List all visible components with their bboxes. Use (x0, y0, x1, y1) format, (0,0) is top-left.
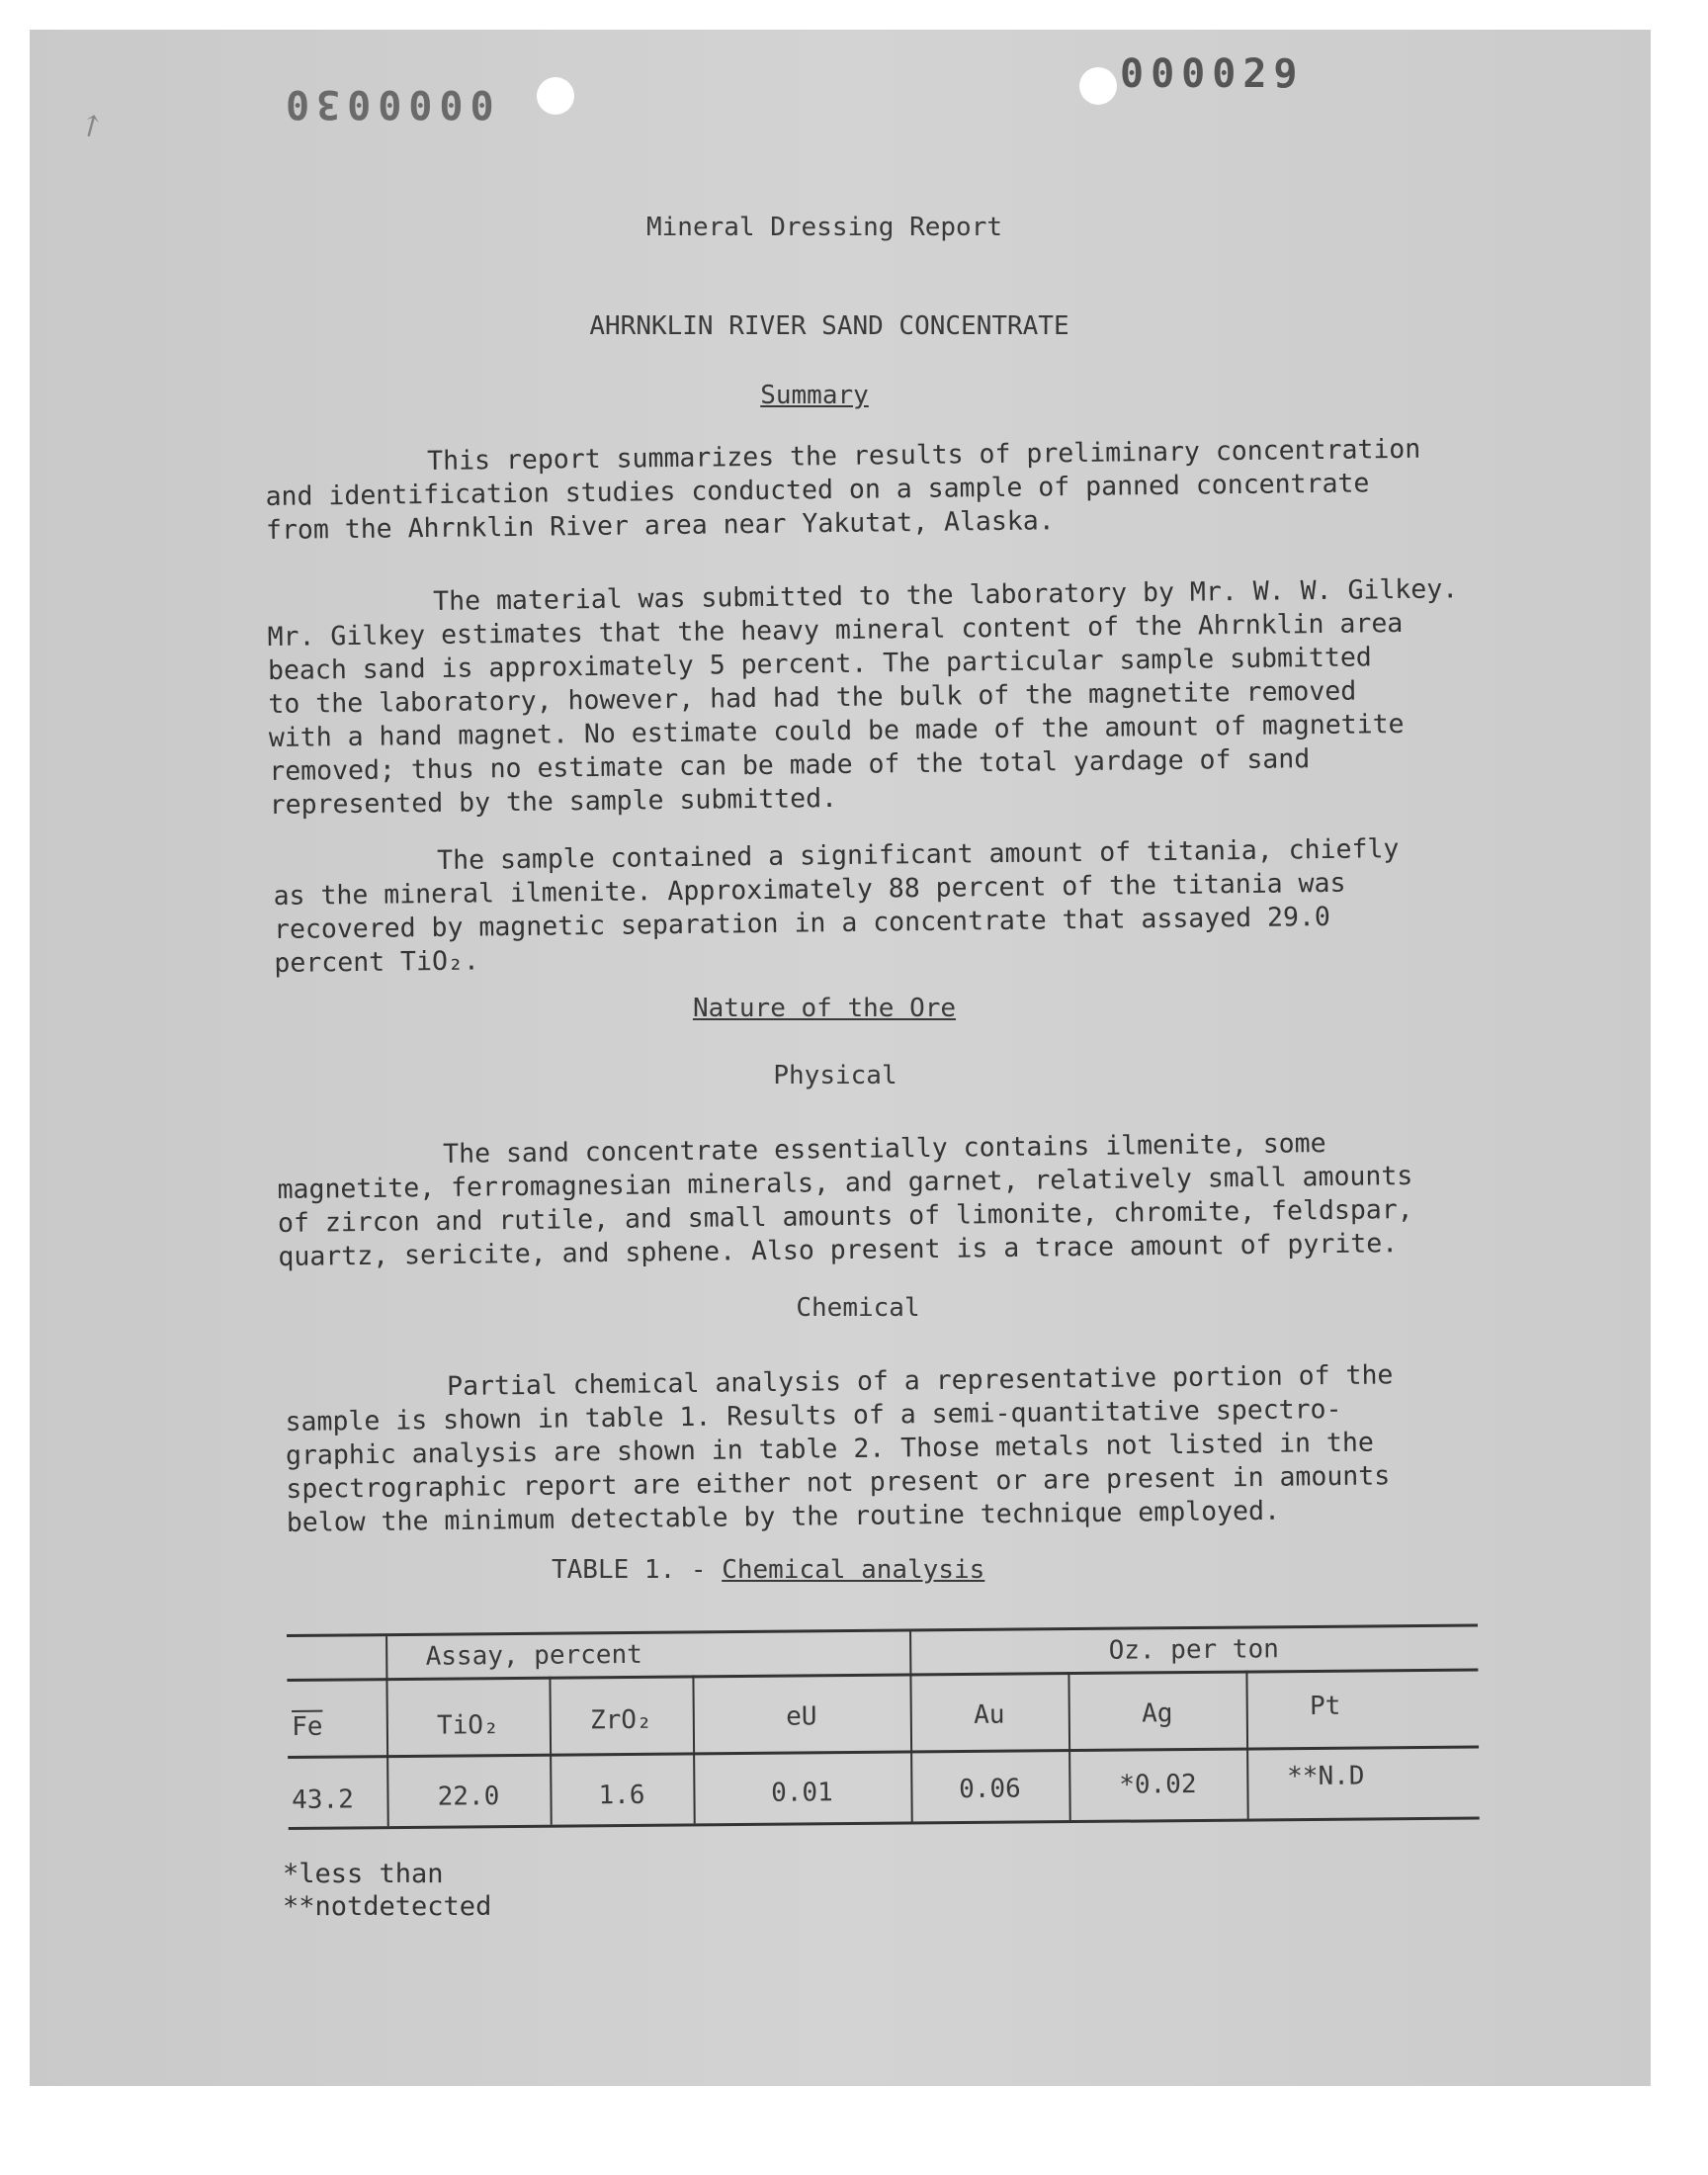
punch-hole-right (1079, 67, 1117, 105)
column-header-pt: Pt (1309, 1691, 1341, 1721)
column-header-fe: $\overline{Fe}$ (292, 1711, 323, 1742)
handwritten-mark-icon: ↗ (71, 105, 112, 147)
column-header-zro2: ZrO₂ (589, 1704, 652, 1736)
stamp-number: 000029 (1120, 51, 1305, 97)
column-header-tio2: TiO₂ (436, 1710, 499, 1741)
chemical-paragraph: Partial chemical analysis of a representative portion of the sample is shown in table 1. Results of a semi-quantitative spectro- graphic analysis are shown in table 2. Those metals not listed in the spectrographic report are either not present or are present in amounts below the minimum detectable by the routine technique employed. (285, 1359, 1394, 1538)
table-rule-header (288, 1745, 1479, 1759)
assay-group-header: Assay, percent (425, 1639, 642, 1672)
table-cell-eu: 0.01 (771, 1778, 833, 1808)
table-caption-prefix: TABLE 1. - (552, 1555, 723, 1585)
footnote-less-than: *less than (283, 1859, 444, 1889)
column-header-ag: Ag (1141, 1698, 1173, 1729)
report-type: Mineral Dressing Report (645, 213, 1003, 242)
table-cell-pt: **N.D (1287, 1761, 1365, 1792)
punch-hole-left (537, 77, 574, 115)
stamp-number-inverted: 0000030 (279, 81, 494, 127)
physical-paragraph: The sand concentrate essentially contains ilmenite, some magnetite, ferromagnesian minerals, and garnet, relatively small amounts of zircon and rutile, and small amounts of limonite, chromite, feldspar, quartz, sericite, and sphene. Also present is a trace amount of pyrite. (277, 1128, 1413, 1272)
table-caption-title: Chemical analysis (722, 1555, 985, 1585)
column-header-au: Au (973, 1699, 1005, 1730)
summary-paragraph-2: The material was submitted to the laboratory by Mr. W. W. Gilkey. Mr. Gilkey estimates that the heavy mineral content of the Ahrnklin area beach sand is approximately 5 percent. The particular sample submitted to the laboratory, however, had had the bulk of the magnetite removed with a hand magnet. No estimate could be made of the amount of magnetite removed; thus no estimate can be made of the total yardage of sand represented by the sample submitted. (267, 573, 1459, 821)
table-cell-fe: 43.2 (292, 1784, 354, 1815)
table-caption (552, 1555, 984, 1585)
table-cell-ag: *0.02 (1119, 1769, 1197, 1800)
summary-paragraph-3: The sample contained a significant amount of titania, chiefly as the mineral ilmenite. Approximately 88 percent of the titania was recovered by magnetic separation in a concentrate that assayed 29.0 percent TiO₂. (273, 833, 1400, 979)
table-rule-bottom (289, 1816, 1480, 1830)
column-header-eu: eU (786, 1701, 817, 1732)
oz-group-header: Oz. per ton (1108, 1634, 1279, 1666)
footnote-not-detected: **notdetected (283, 1891, 492, 1922)
physical-heading: Physical (773, 1061, 897, 1090)
chemical-analysis-table (287, 1618, 1480, 1837)
table-cell-au: 0.06 (958, 1774, 1021, 1805)
summary-heading: Summary (760, 381, 869, 410)
table-cell-zro2: 1.6 (598, 1780, 645, 1811)
chemical-heading: Chemical (796, 1293, 920, 1323)
summary-paragraph-1: This report summarizes the results of preliminary concentration and identification studies conducted on a sample of panned concentrate from the Ahrnklin River area near Yakutat, Alaska. (265, 433, 1421, 546)
table-cell-tio2: 22.0 (437, 1782, 500, 1812)
nature-of-ore-heading: Nature of the Ore (692, 994, 957, 1023)
report-title: AHRNKLIN RIVER SAND CONCENTRATE (589, 311, 1069, 341)
